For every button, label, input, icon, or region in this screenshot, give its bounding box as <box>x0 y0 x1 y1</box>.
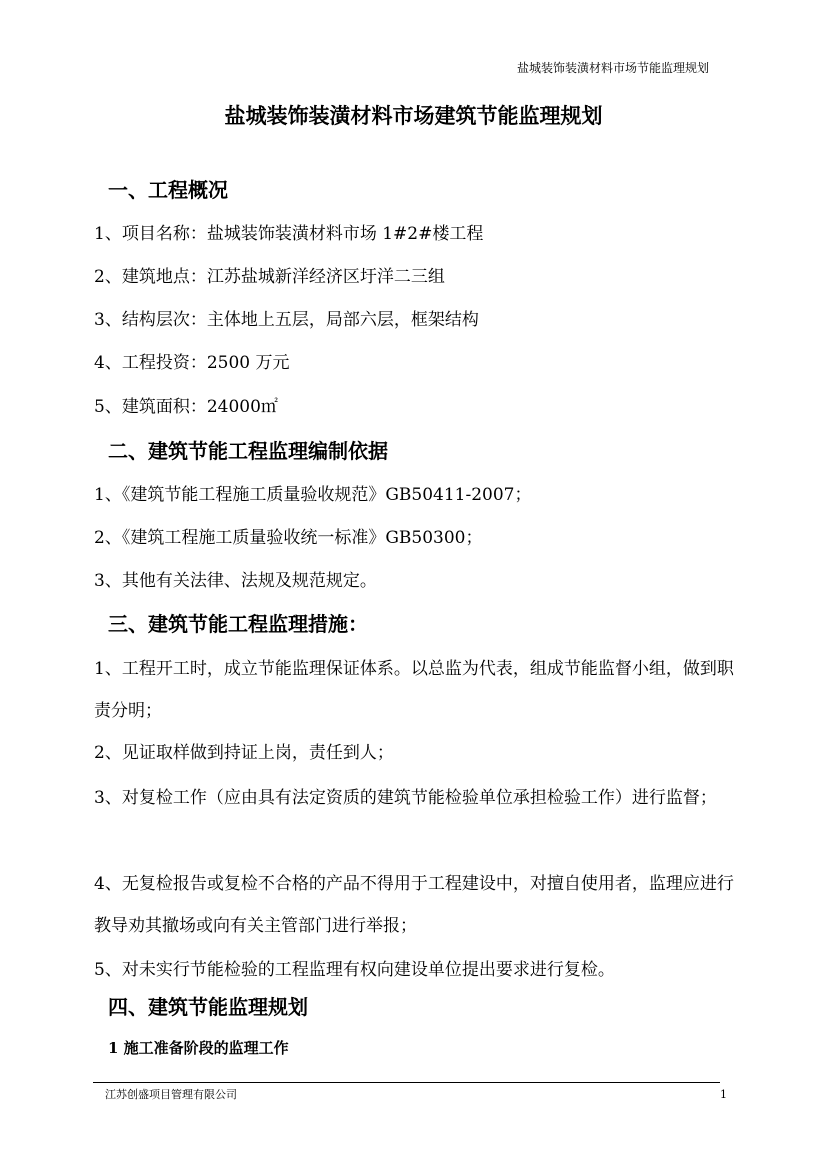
basis-item-2: 2、《建筑工程施工质量验收统一标准》GB50300； <box>94 528 483 548</box>
measure-item-2: 2、见证取样做到持证上岗，责任到人； <box>94 743 394 763</box>
project-location-line: 2、建筑地点：江苏盐城新洋经济区圩洋二三组 <box>94 267 445 287</box>
measure-item-3: 3、对复检工作（应由具有法定资质的建筑节能检验单位承担检验工作）进行监督； <box>94 788 717 808</box>
basis-item-1: 1、《建筑节能工程施工质量验收规范》GB50411-2007； <box>94 485 532 505</box>
footer-divider <box>93 1082 720 1083</box>
structure-line: 3、结构层次：主体地上五层，局部六层，框架结构 <box>94 310 479 330</box>
running-header: 盐城装饰装潢材料市场节能监理规划 <box>516 61 709 75</box>
measure-item-5: 5、对未实行节能检验的工程监理有权向建设单位提出要求进行复检。 <box>94 960 615 980</box>
section-1-heading: 一、工程概况 <box>108 178 228 202</box>
measure-item-4: 4、无复检报告或复检不合格的产品不得用于工程建设中，对擅自使用者，监理应进行教导劝其撤场或向有关主管部门进行举报； <box>94 874 734 936</box>
measure-item-1: 1、工程开工时，成立节能监理保证体系。以总监为代表，组成节能监督小组，做到职责分明； <box>94 659 734 721</box>
area-line: 5、建筑面积：24000㎡ <box>94 397 278 417</box>
basis-item-3: 3、其他有关法律、法规及规范规定。 <box>94 571 377 591</box>
section-3-heading: 三、建筑节能工程监理措施： <box>108 612 368 636</box>
footer-company: 江苏创盛项目管理有限公司 <box>105 1088 237 1101</box>
section-2-heading: 二、建筑节能工程监理编制依据 <box>108 439 388 463</box>
project-name-line: 1、项目名称：盐城装饰装潢材料市场 1#2#楼工程 <box>94 224 484 244</box>
investment-line: 4、工程投资：2500 万元 <box>94 353 290 373</box>
page-number: 1 <box>720 1088 727 1101</box>
document-title: 盐城装饰装潢材料市场建筑节能监理规划 <box>224 103 603 128</box>
section-4-subheading: 1 施工准备阶段的监理工作 <box>108 1039 289 1057</box>
section-4-heading: 四、建筑节能监理规划 <box>108 995 308 1019</box>
